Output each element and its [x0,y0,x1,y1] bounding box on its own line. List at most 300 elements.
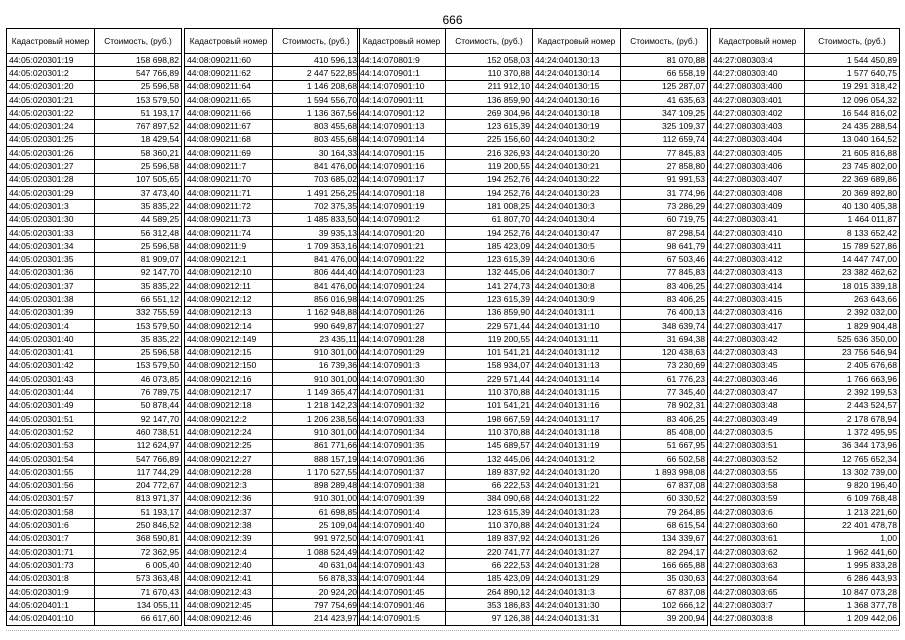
table-row [533,147,708,160]
table-row [711,466,900,479]
cost-cell: 166 665,88 [621,559,708,572]
cadastral-number-cell: 44:24:040131:31 [533,612,621,625]
cadastral-number-cell: 44:05:020301:39 [7,306,95,319]
cost-cell: 2 447 522,85 [273,67,360,80]
cost-cell: 123 615,39 [446,253,533,266]
table-row [185,386,360,399]
table-row [7,107,182,120]
cost-cell: 263 643,66 [805,293,900,306]
cost-cell: 8 133 652,42 [805,226,900,239]
cadastral-number-cell: 44:14:070801:9 [358,54,446,67]
table-row [358,386,533,399]
cost-cell: 110 370,88 [446,519,533,532]
cadastral-number-cell: 44:05:020301:44 [7,386,95,399]
cadastral-number-cell: 44:14:070901:39 [358,492,446,505]
table-row [533,492,708,505]
cost-cell: 153 579,50 [95,359,182,372]
cadastral-table-2 [184,28,360,626]
table-row [358,519,533,532]
table-row [533,306,708,319]
cost-cell: 1 577 640,75 [805,67,900,80]
table-row [7,359,182,372]
table-row [711,319,900,332]
table-row [358,173,533,186]
cadastral-number-cell: 44:24:040130:18 [533,107,621,120]
cost-cell: 97 126,38 [446,612,533,625]
cost-cell: 56 312,48 [95,226,182,239]
table-row [358,293,533,306]
table-row [185,452,360,465]
cost-cell: 332 755,59 [95,306,182,319]
table-row [7,346,182,359]
cost-cell: 25 596,58 [95,240,182,253]
cadastral-number-cell: 44:05:020301:21 [7,93,95,106]
cadastral-number-cell: 44:14:070901:41 [358,532,446,545]
table-row [185,532,360,545]
cadastral-number-cell: 44:05:020301:42 [7,359,95,372]
table-row [711,133,900,146]
table-row [711,93,900,106]
cadastral-number-cell: 44:24:040130:16 [533,93,621,106]
cost-cell: 991 972,50 [273,532,360,545]
cadastral-number-cell: 44:05:020301:33 [7,226,95,239]
table-row [711,386,900,399]
table-row [7,506,182,519]
table-row [533,346,708,359]
cost-cell: 6 286 443,93 [805,572,900,585]
table-row [185,439,360,452]
cadastral-number-cell: 44:24:040130:7 [533,266,621,279]
table-row [358,572,533,585]
table-row [185,492,360,505]
cost-cell: 841 476,00 [273,160,360,173]
table-row [185,585,360,598]
cadastral-number-cell: 44:14:070901:38 [358,479,446,492]
table-row [533,240,708,253]
cost-cell: 101 541,21 [446,399,533,412]
table-row [7,93,182,106]
cadastral-number-cell: 44:08:090212:45 [185,599,273,612]
table-row [711,333,900,346]
cost-cell: 347 109,25 [621,107,708,120]
cadastral-number-cell: 44:14:070901:22 [358,253,446,266]
table-row [711,612,900,625]
cadastral-number-cell: 44:14:070901:19 [358,200,446,213]
cadastral-number-cell: 44:14:070901:16 [358,160,446,173]
table-row [711,452,900,465]
cadastral-number-cell: 44:08:090212:40 [185,559,273,572]
cost-cell: 21 605 816,88 [805,147,900,160]
cost-cell: 73 230,69 [621,359,708,372]
table-row [358,120,533,133]
cost-cell: 120 438,63 [621,346,708,359]
cost-cell: 18 429,54 [95,133,182,146]
cadastral-table-3 [357,28,533,626]
table-row [358,266,533,279]
table-row [711,173,900,186]
cost-cell: 20 369 892,80 [805,186,900,199]
cadastral-number-cell: 44:27:080303:59 [711,492,805,505]
table-row [7,413,182,426]
cadastral-number-cell: 44:24:040131:10 [533,319,621,332]
cadastral-number-cell: 44:27:080303:58 [711,479,805,492]
table-row [7,532,182,545]
table-row [185,545,360,558]
table-row [533,133,708,146]
cost-cell: 1 206 238,56 [273,413,360,426]
cost-cell: 81 909,07 [95,253,182,266]
table-row [185,280,360,293]
cadastral-number-cell: 44:08:090211:7 [185,160,273,173]
table-row [7,373,182,386]
cadastral-number-cell: 44:08:090211:62 [185,67,273,80]
cadastral-number-cell: 44:24:040131:17 [533,413,621,426]
table-row [185,160,360,173]
cadastral-number-cell: 44:24:040130:2 [533,133,621,146]
cadastral-number-cell: 44:27:080303:404 [711,133,805,146]
cadastral-table-1 [6,28,182,626]
cost-cell: 325 109,37 [621,120,708,133]
table-row [185,506,360,519]
table-row [711,479,900,492]
cadastral-number-cell: 44:27:080303:406 [711,160,805,173]
cost-cell: 153 579,50 [95,93,182,106]
cost-cell: 132 445,06 [446,452,533,465]
cadastral-number-cell: 44:14:070901:15 [358,147,446,160]
cost-cell: 803 455,68 [273,120,360,133]
cadastral-number-cell: 44:08:090212:24 [185,426,273,439]
cost-cell: 910 301,00 [273,426,360,439]
cadastral-number-cell: 44:24:040131:19 [533,439,621,452]
cadastral-number-cell: 44:05:020301:20 [7,80,95,93]
cadastral-number-cell: 44:27:080303:5 [711,426,805,439]
cost-cell: 368 590,81 [95,532,182,545]
cost-cell: 10 847 073,28 [805,585,900,598]
cadastral-number-cell: 44:08:090212:4 [185,545,273,558]
table-row [533,426,708,439]
cost-cell: 460 738,51 [95,426,182,439]
table-row [711,240,900,253]
table-row [185,67,360,80]
cost-cell: 158 934,07 [446,359,533,372]
cadastral-number-cell: 44:14:070901:18 [358,186,446,199]
cadastral-number-cell: 44:05:020401:10 [7,612,95,625]
cost-cell: 13 040 164,52 [805,133,900,146]
cost-cell: 40 130 405,38 [805,200,900,213]
cost-cell: 101 541,21 [446,346,533,359]
table-row [185,319,360,332]
table-row [711,599,900,612]
cost-cell: 1 213 221,60 [805,506,900,519]
table-row [185,346,360,359]
cadastral-number-cell: 44:24:040131:1 [533,306,621,319]
table-row [7,213,182,226]
cadastral-number-cell: 44:08:090211:68 [185,133,273,146]
table-row [711,107,900,120]
cadastral-number-cell: 44:08:090211:69 [185,147,273,160]
cadastral-number-cell: 44:27:080303:400 [711,80,805,93]
cost-cell: 767 897,52 [95,120,182,133]
cost-cell: 35 835,22 [95,280,182,293]
cadastral-number-cell: 44:05:020401:1 [7,599,95,612]
cadastral-number-cell: 44:24:040131:20 [533,466,621,479]
table-row [7,519,182,532]
cost-cell: 66 222,53 [446,559,533,572]
cost-cell: 37 473,40 [95,186,182,199]
cadastral-number-cell: 44:08:090212:25 [185,439,273,452]
cadastral-number-cell: 44:08:090212:27 [185,452,273,465]
cadastral-number-cell: 44:08:090212:150 [185,359,273,372]
cadastral-number-cell: 44:08:090212:10 [185,266,273,279]
cost-cell: 136 859,90 [446,306,533,319]
cost-cell: 91 991,53 [621,173,708,186]
table-header-row [711,29,900,54]
cadastral-number-cell: 44:24:040131:3 [533,585,621,598]
cadastral-number-cell: 44:27:080303:45 [711,359,805,372]
cost-cell: 1,00 [805,532,900,545]
table-row [533,80,708,93]
table-row [358,413,533,426]
cadastral-number-cell: 44:08:090211:60 [185,54,273,67]
header-cost: Стоимость, (руб.) [805,29,900,54]
cost-cell: 31 774,96 [621,186,708,199]
cost-cell: 990 649,87 [273,319,360,332]
table-row [533,253,708,266]
cost-cell: 547 766,89 [95,67,182,80]
cadastral-number-cell: 44:24:040131:21 [533,479,621,492]
cadastral-number-cell: 44:27:080303:42 [711,333,805,346]
table-row [533,559,708,572]
page-number: 666 [442,13,463,27]
header-cost: Стоимость, (руб.) [621,29,708,54]
table-row [533,160,708,173]
table-row [7,133,182,146]
table-row [358,439,533,452]
cost-cell: 153 579,50 [95,319,182,332]
table-row [358,506,533,519]
cadastral-number-cell: 44:14:070901:46 [358,599,446,612]
cadastral-number-cell: 44:27:080303:405 [711,147,805,160]
cadastral-number-cell: 44:14:070901:25 [358,293,446,306]
cadastral-number-cell: 44:08:090211:66 [185,107,273,120]
table-row [711,545,900,558]
table-row [711,532,900,545]
table-row [358,359,533,372]
table-row [7,67,182,80]
cadastral-number-cell: 44:27:080303:55 [711,466,805,479]
cadastral-number-cell: 44:08:090212:14 [185,319,273,332]
table-row [7,452,182,465]
cost-cell: 83 406,25 [621,293,708,306]
cost-cell: 134 055,11 [95,599,182,612]
cadastral-number-cell: 44:05:020301:26 [7,147,95,160]
cadastral-number-cell: 44:08:090211:74 [185,226,273,239]
cadastral-number-cell: 44:27:080303:412 [711,253,805,266]
cadastral-number-cell: 44:24:040131:16 [533,399,621,412]
table-row [533,572,708,585]
cost-cell: 68 615,54 [621,519,708,532]
table-row [185,266,360,279]
table-row [533,359,708,372]
table-row [533,545,708,558]
cost-cell: 51 193,17 [95,506,182,519]
cost-cell: 189 837,92 [446,466,533,479]
cadastral-number-cell: 44:24:040130:15 [533,80,621,93]
cadastral-number-cell: 44:14:070901:28 [358,333,446,346]
header-cadastral-number: Кадастровый номер [185,29,273,54]
table-row [533,413,708,426]
cost-cell: 1 766 663,96 [805,373,900,386]
cost-cell: 58 360,21 [95,147,182,160]
cadastral-number-cell: 44:05:020301:30 [7,213,95,226]
cost-cell: 31 694,38 [621,333,708,346]
cost-cell: 6 109 768,48 [805,492,900,505]
table-row [358,280,533,293]
table-row [711,226,900,239]
cost-cell: 1 368 377,78 [805,599,900,612]
cost-cell: 61 776,23 [621,373,708,386]
table-row [711,186,900,199]
table-row [533,266,708,279]
cost-cell: 12 096 054,32 [805,93,900,106]
table-row [185,599,360,612]
table-row [7,386,182,399]
cadastral-number-cell: 44:27:080303:65 [711,585,805,598]
cost-cell: 220 741,77 [446,545,533,558]
cost-cell: 46 073,85 [95,373,182,386]
cost-cell: 136 859,90 [446,93,533,106]
cadastral-number-cell: 44:27:080303:409 [711,200,805,213]
cost-cell: 110 370,88 [446,426,533,439]
cadastral-number-cell: 44:27:080303:415 [711,293,805,306]
cost-cell: 1 709 353,16 [273,240,360,253]
table-row [358,186,533,199]
cadastral-number-cell: 44:27:080303:408 [711,186,805,199]
cost-cell: 25 596,58 [95,80,182,93]
cadastral-number-cell: 44:14:070901:23 [358,266,446,279]
cadastral-number-cell: 44:27:080303:7 [711,599,805,612]
table-row [711,359,900,372]
cadastral-number-cell: 44:05:020301:24 [7,120,95,133]
cadastral-number-cell: 44:05:020301:52 [7,426,95,439]
cost-cell: 132 445,06 [446,266,533,279]
cost-cell: 229 571,44 [446,319,533,332]
cadastral-number-cell: 44:08:090212:38 [185,519,273,532]
table-row [711,559,900,572]
cost-cell: 83 406,25 [621,413,708,426]
cadastral-number-cell: 44:08:090212:1 [185,253,273,266]
table-row [185,399,360,412]
table-row [711,293,900,306]
cadastral-number-cell: 44:05:020301:54 [7,452,95,465]
cadastral-number-cell: 44:24:040131:15 [533,386,621,399]
cadastral-number-cell: 44:14:070901:42 [358,545,446,558]
cadastral-number-cell: 44:08:090212:2 [185,413,273,426]
cost-cell: 6 005,40 [95,559,182,572]
table-row [185,306,360,319]
cadastral-number-cell: 44:27:080303:64 [711,572,805,585]
cadastral-number-cell: 44:05:020301:58 [7,506,95,519]
cadastral-number-cell: 44:14:070901:45 [358,585,446,598]
table-row [533,213,708,226]
cadastral-number-cell: 44:08:090212:43 [185,585,273,598]
cost-cell: 134 339,67 [621,532,708,545]
cadastral-number-cell: 44:05:020301:43 [7,373,95,386]
cost-cell: 78 902,31 [621,399,708,412]
cost-cell: 30 164,33 [273,147,360,160]
table-row [533,386,708,399]
table-row [358,479,533,492]
table-row [533,54,708,67]
cadastral-number-cell: 44:14:070901:1 [358,67,446,80]
cost-cell: 2 178 678,94 [805,413,900,426]
cost-cell: 185 423,09 [446,240,533,253]
cost-cell: 18 015 339,18 [805,280,900,293]
cadastral-number-cell: 44:14:070901:29 [358,346,446,359]
cadastral-number-cell: 44:27:080303:407 [711,173,805,186]
cadastral-number-cell: 44:08:090212:15 [185,346,273,359]
cost-cell: 353 186,83 [446,599,533,612]
cost-cell: 25 109,04 [273,519,360,532]
cadastral-tables [0,28,905,623]
cost-cell: 71 670,43 [95,585,182,598]
cadastral-number-cell: 44:27:080303:413 [711,266,805,279]
table-row [711,492,900,505]
cost-cell: 2 392 032,00 [805,306,900,319]
cost-cell: 410 596,13 [273,54,360,67]
cadastral-number-cell: 44:05:020301:6 [7,519,95,532]
cadastral-number-cell: 44:24:040131:12 [533,346,621,359]
cadastral-number-cell: 44:08:090212:149 [185,333,273,346]
cadastral-number-cell: 44:14:070901:37 [358,466,446,479]
cost-cell: 198 667,59 [446,413,533,426]
table-header-row [533,29,708,54]
cadastral-number-cell: 44:27:080303:46 [711,373,805,386]
cost-cell: 22 401 478,78 [805,519,900,532]
table-row [533,532,708,545]
cost-cell: 56 878,33 [273,572,360,585]
cadastral-number-cell: 44:08:090211:71 [185,186,273,199]
table-row [533,373,708,386]
cost-cell: 66 551,12 [95,293,182,306]
table-row [358,93,533,106]
table-row [533,293,708,306]
table-row [7,226,182,239]
cadastral-number-cell: 44:05:020301:3 [7,200,95,213]
table-row [358,599,533,612]
cadastral-number-cell: 44:05:020301:28 [7,173,95,186]
cost-cell: 1 491 256,25 [273,186,360,199]
cost-cell: 1 962 441,60 [805,545,900,558]
cost-cell: 214 423,97 [273,612,360,625]
cost-cell: 119 200,55 [446,333,533,346]
cadastral-number-cell: 44:24:040130:19 [533,120,621,133]
table-row [185,133,360,146]
cadastral-number-cell: 44:05:020301:55 [7,466,95,479]
table-row [533,120,708,133]
table-row [711,346,900,359]
table-row [533,612,708,625]
table-row [185,413,360,426]
cost-cell: 841 476,00 [273,253,360,266]
cost-cell: 702 375,35 [273,200,360,213]
cost-cell: 141 274,73 [446,280,533,293]
cadastral-number-cell: 44:24:040130:23 [533,186,621,199]
table-row [7,54,182,67]
cost-cell: 20 924,20 [273,585,360,598]
cadastral-number-cell: 44:08:090212:13 [185,306,273,319]
cost-cell: 19 291 318,42 [805,80,900,93]
